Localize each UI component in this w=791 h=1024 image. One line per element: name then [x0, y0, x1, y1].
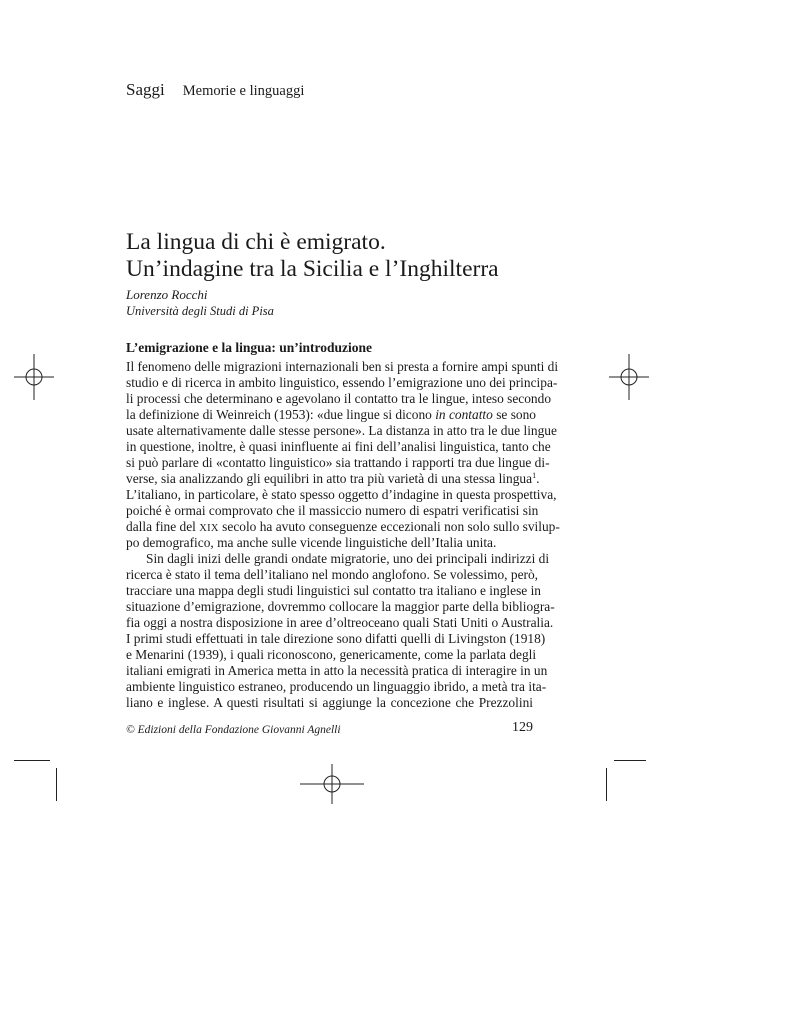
right-registration-mark-icon	[609, 354, 649, 400]
article-title	[126, 229, 499, 283]
article-title-line-1: La lingua di chi è emigrato.	[126, 229, 386, 255]
article-title-line-2: Un’indagine tra la Sicilia e l’Inghilterra	[126, 256, 499, 282]
roman-numeral: XIX	[199, 523, 219, 534]
text-line: tracciare una mappa degli studi linguistici sul contatto tra italiano e inglese in	[126, 583, 541, 598]
text-segment: la definizione di Weinreich (1953): «due lingue si dicono	[126, 407, 436, 422]
copyright-notice: © Edizioni della Fondazione Giovanni Agnelli	[126, 724, 341, 736]
text-line: po demografico, ma anche sulle vicende linguistiche dell’Italia unita.	[126, 535, 497, 550]
left-registration-mark-icon	[14, 354, 54, 400]
section-heading: L’emigrazione e la lingua: un’introduzione	[126, 340, 373, 355]
text-segment: secolo ha avuto conseguenze eccezionali non solo sullo svilup-	[218, 519, 560, 534]
crop-mark-bottom-right-vertical	[606, 768, 607, 801]
running-head-subtitle: Memorie e linguaggi	[182, 83, 305, 99]
text-line: usate alternativamente dalle stesse persone». La distanza in atto tra le due lingue	[126, 423, 557, 438]
text-line: studio e di ricerca in ambito linguistico, essendo l’emigrazione uno dei principa-	[126, 375, 558, 390]
text-line: liano e inglese. A questi risultati si aggiunge la concezione che Prezzolini	[126, 695, 533, 710]
text-line: ricerca è stato il tema dell’italiano nel mondo anglofono. Se volessimo, però,	[126, 567, 539, 582]
text-line: situazione d’emigrazione, dovremmo collocare la maggior parte della bibliogra-	[126, 599, 555, 614]
author-affiliation: Università degli Studi di Pisa	[126, 304, 274, 318]
crop-mark-bottom-right-horizontal	[614, 760, 646, 761]
text-line	[126, 407, 536, 423]
text-segment: se sono	[492, 407, 536, 422]
text-line	[126, 471, 540, 487]
text-line: L’italiano, in particolare, è stato spesso oggetto d’indagine in questa prospettiva,	[126, 487, 557, 502]
text-line: e Menarini (1939), i quali riconoscono, genericamente, come la parlata degli	[126, 647, 537, 662]
crop-mark-bottom-left-vertical	[56, 768, 57, 801]
text-line: in questione, inoltre, è quasi ininfluente ai fini dell’analisi linguistica, tanto che	[126, 439, 551, 454]
text-line: I primi studi effettuati in tale direzione sono difatti quelli di Livingston (1918)	[126, 631, 546, 646]
text-line: poiché è ormai comprovato che il massiccio numero di espatri verificatisi sin	[126, 503, 539, 518]
text-line: Sin dagli inizi delle grandi ondate migratorie, uno dei principali indirizzi di	[146, 551, 550, 566]
text-line: si può parlare di «contatto linguistico» sia trattando i rapporti tra due lingue di-	[126, 455, 550, 470]
text-line	[126, 519, 560, 535]
italic-term: in contatto	[435, 407, 493, 422]
paragraph-2	[126, 551, 555, 711]
text-segment: dalla fine del	[126, 519, 200, 534]
paragraph-1	[126, 359, 560, 551]
text-line: italiani emigrati in America metta in atto la necessità pratica di interagire in un	[126, 663, 548, 678]
text-line: ambiente linguistico estraneo, producendo un linguaggio ibrido, a metà tra ita-	[126, 679, 547, 694]
crop-mark-bottom-left-horizontal	[14, 760, 50, 761]
page-number: 129	[512, 720, 533, 735]
bottom-registration-mark-icon	[300, 764, 364, 804]
running-head	[126, 80, 304, 100]
text-segment: .	[536, 471, 540, 486]
text-line: Il fenomeno delle migrazioni internazionali ben si presta a fornire ampi spunti di	[126, 359, 559, 374]
running-head-section: Saggi	[126, 80, 165, 99]
footnote-marker[interactable]: 1	[532, 471, 537, 480]
text-segment: verse, sia analizzando gli equilibri in atto tra più varietà di una stessa lingua	[126, 471, 533, 486]
body-text	[126, 359, 560, 711]
text-line: fia oggi a nostra disposizione in aree d’oltreoceano quali Stati Uniti o Australia.	[126, 615, 554, 630]
author-name: Lorenzo Rocchi	[126, 287, 208, 302]
text-line: li processi che determinano e agevolano il contatto tra le lingue, inteso secondo	[126, 391, 552, 406]
